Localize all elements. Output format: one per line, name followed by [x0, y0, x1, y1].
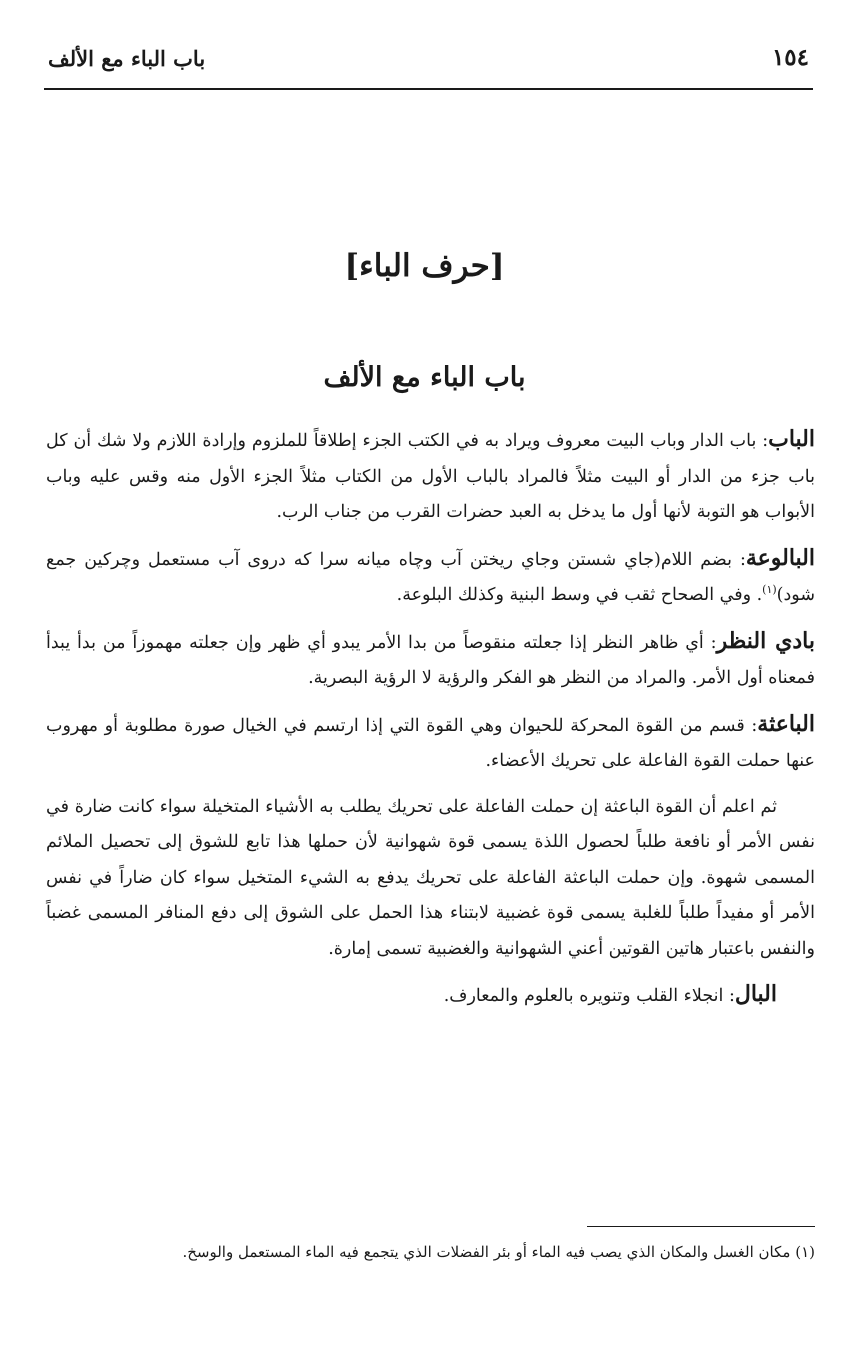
- entry-definition: : أي ظاهر النظر إذا جعلته منقوصاً من بدا الأمر يبدو أي ظهر وإن جعلته مهموزاً من بدأ يبدأ فمعناه أول الأمر. والمراد من النظر هو الفكر والرؤية لا الرؤية البصرية.: [46, 632, 815, 688]
- entry-bab: [46, 422, 815, 531]
- footnote-reference: (١): [762, 583, 777, 597]
- page-number: ١٥٤: [771, 44, 809, 71]
- footnote-divider: [587, 1226, 815, 1227]
- running-title: باب الباء مع الألف: [48, 46, 206, 71]
- entry-term: الباعثة: [757, 710, 815, 737]
- section-title: باب الباء مع الألف: [323, 362, 526, 393]
- entry-definition: : باب الدار وباب البيت معروف ويراد به في الكتب الجزء إطلاقاً للملزوم وإرادة اللازم ولا شك أن كل باب جزء من الدار أو البيت مثلاً فالمراد بالباب الأول من الكتاب مثلاً الجزء الأول منه وقس عليه وباب الأبواب هو التوبة لأنها أول ما يدخل به العبد حضرات القرب من جناب الرب.: [46, 431, 815, 522]
- entry-baitha: [46, 707, 815, 780]
- body-text: [46, 422, 815, 1025]
- entry-definition-continued: . وفي الصحاح ثقب في وسط البنية وكذلك البلوعة.: [396, 585, 763, 605]
- entry-term: بادي النظر: [716, 627, 815, 654]
- entry-badi-alnazar: [46, 624, 815, 697]
- footnote-text: مكان الغسل والمكان الذي يصب فيه الماء أو بئر الفضلات الذي يتجمع فيه الماء المستعمل والوسخ.: [182, 1243, 791, 1261]
- entry-definition: : انجلاء القلب وتنويره بالعلوم والمعارف.: [443, 986, 735, 1006]
- entry-term: الباب: [768, 426, 815, 452]
- entry-term: البالوعة: [745, 544, 815, 571]
- entry-bal: [46, 977, 815, 1015]
- entry-definition: : قسم من القوة المحركة للحيوان وهي القوة التي إذا ارتسم في الخيال صورة مطلوبة أو مهروب عنها حملت القوة الفاعلة على تحريك الأعضاء.: [46, 715, 815, 771]
- running-header: [44, 38, 813, 90]
- entry-definition: : بضم اللام(جاي شستن وجاي ريختن آب وچاه ميانه سرا كه دروى آب مستعمل وچركين جمع شود): [46, 549, 815, 605]
- body-paragraph: ثم اعلم أن القوة الباعثة إن حملت الفاعلة على تحريك يطلب به الأشياء المتخيلة سواء كانت ضارة في نفس الأمر أو نافعة طلباً لحصول اللذة يسمى قوة شهوانية لأن حملها هذا تابع للشوق إلى تحصيل الملائم المسمى شهوة. وإن حملت الباعثة الفاعلة على تحريك يدفع به الشيء المتخيل سواء كان ضاراً في نفس الأمر أو مفيداً طلباً للغلبة يسمى قوة غضبية لابتناء هذا الحمل على الشوق إلى دفع المنافر المسمى غضباً والنفس باعتبار هاتين القوتين أعني الشهوانية والغضبية تسمى إمارة.: [46, 796, 815, 959]
- entry-term: البال: [734, 981, 777, 1007]
- footnote: [46, 1234, 815, 1270]
- chapter-title: [حرف الباء]: [344, 248, 505, 284]
- entry-balua: [46, 541, 815, 614]
- footnote-marker: (١): [795, 1243, 815, 1261]
